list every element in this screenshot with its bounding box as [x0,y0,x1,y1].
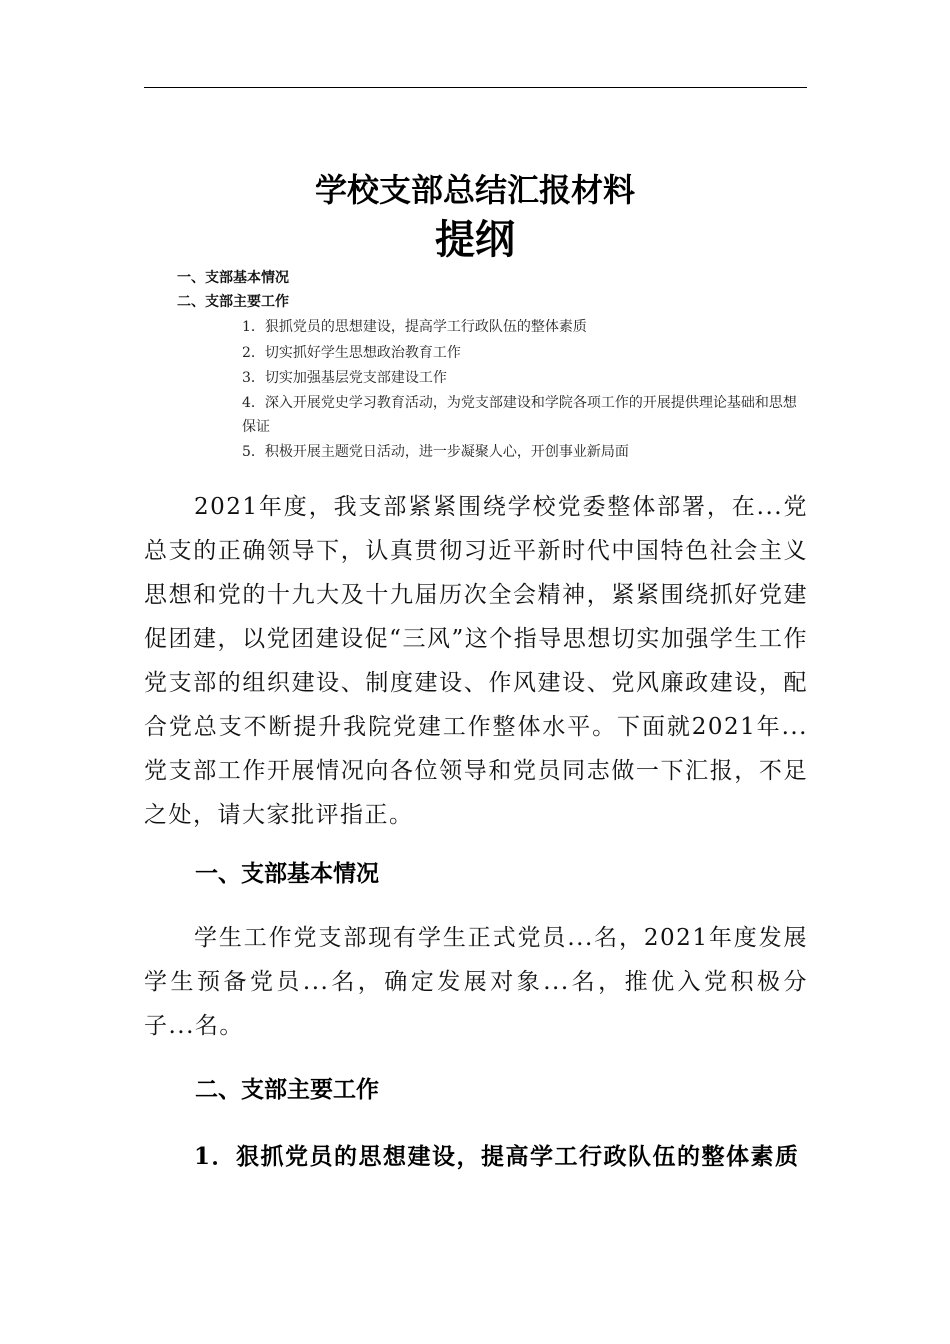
document-title: 学校支部总结汇报材料 [314,171,635,209]
outline-item-4: 4．深入开展党史学习教育活动，为党支部建设和学院各项工作的开展提供理论基础和思想保证 [242,395,797,435]
outline-heading-1: 一、支部基本情况 [177,270,289,286]
document-subtitle: 提纲 [435,217,515,263]
header-rule [144,87,807,88]
basic-info-paragraph: 学生工作党支部现有学生正式党员...名，2021年度发展学生预备党员...名，确定发展对象...名，推优入党积极分子...名。 [144,925,808,1039]
outline-heading-2: 二、支部主要工作 [177,294,289,310]
section-heading-basic-info: 一、支部基本情况 [195,861,379,887]
outline-item-2: 2．切实抓好学生思想政治教育工作 [242,345,461,361]
main-work-subheading-1: 1．狠抓党员的思想建设，提高学工行政队伍的整体素质 [194,1143,800,1170]
outline-item-3: 3．切实加强基层党支部建设工作 [242,370,447,386]
intro-paragraph: 2021年度，我支部紧紧围绕学校党委整体部署，在...党总支的正确领导下，认真贯彻习近平新时代中国特色社会主义思想和党的十九大及十九届历次全会精神，紧紧围绕抓好党建促团建，以党团建设促“三风”这个指导思想切实加强学生工作党支部的组织建设、制度建设、作风建设、党风廉政建设，配合党总支不断提升我院党建工作整体水平。下面就2021年...党支部工作开展情况向各位领导和党员同志做一下汇报，不足之处，请大家批评指正。 [144,494,808,828]
outline-item-1: 1．狠抓党员的思想建设，提高学工行政队伍的整体素质 [242,319,587,335]
outline-item-5: 5．积极开展主题党日活动，进一步凝聚人心，开创事业新局面 [242,444,629,460]
section-heading-main-work: 二、支部主要工作 [195,1077,379,1103]
